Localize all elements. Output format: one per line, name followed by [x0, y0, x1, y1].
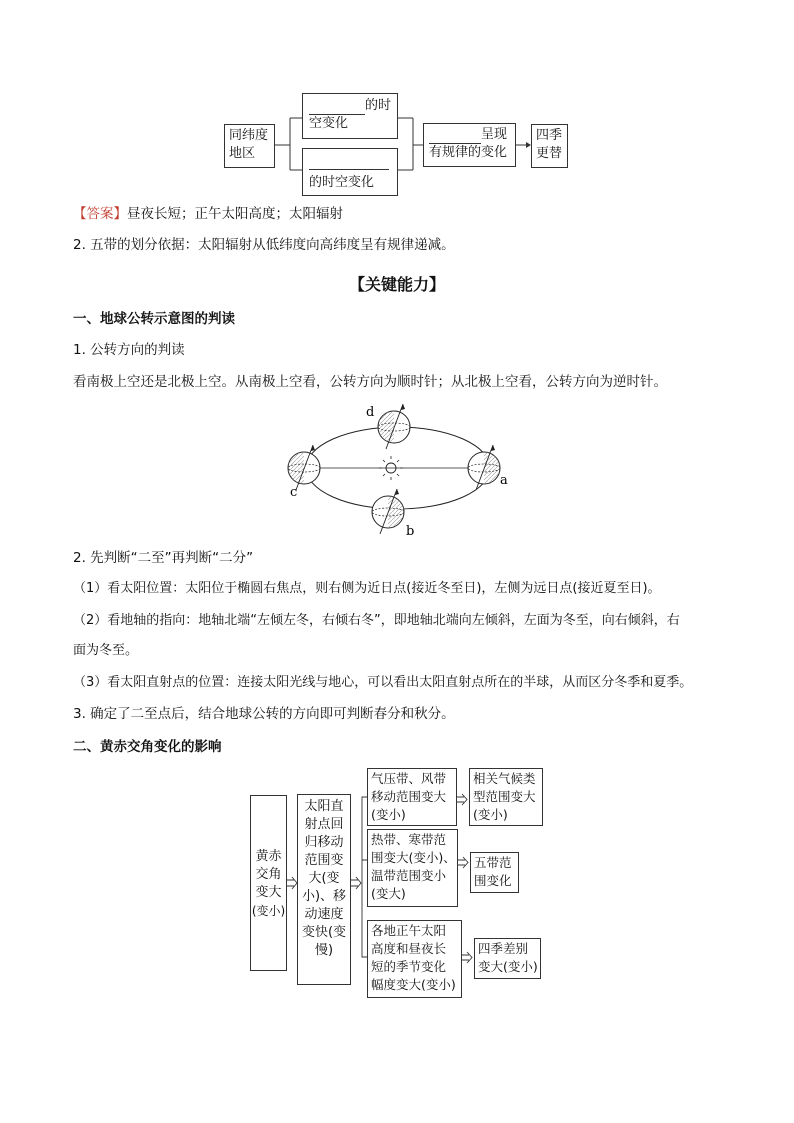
- flow-branch1-result-line: (变小): [473, 807, 508, 822]
- flow-branch3-line: 高度和昼夜长: [371, 941, 447, 956]
- five-zones-paragraph: 2. 五带的划分依据：太阳辐射从低纬度向高纬度呈有规律递减。: [73, 237, 455, 253]
- flow-branch1-line: (变小): [371, 807, 406, 822]
- flow-middle-line: 大(变: [308, 871, 340, 886]
- section-1-1-heading: 1. 公转方向的判读: [73, 342, 185, 358]
- flow-branch3-result-line: 变大(变小): [478, 959, 538, 974]
- flow-branch1-result-box: [469, 768, 543, 826]
- flow-middle-line: 慢): [314, 943, 334, 958]
- flow-branch2-line: 温带范围变小: [371, 868, 447, 883]
- answer-label: 【答案】: [73, 206, 127, 222]
- label-b: b: [406, 524, 415, 538]
- flow-branch2-result-line: 五带范: [474, 855, 512, 870]
- flow-branch3-line: 幅度变大(变小): [371, 977, 456, 992]
- upper-mid-suffix: 的时: [365, 98, 392, 113]
- region-box-line1: 同纬度: [229, 128, 269, 143]
- flow-branch1-box: [367, 768, 457, 826]
- flow-root-box: [250, 795, 287, 971]
- flow-middle-line: 范围变: [304, 853, 344, 868]
- lower-mid-line2: 的时空变化: [309, 175, 375, 190]
- flow-root-line: 变大: [255, 885, 282, 900]
- section-1-2-item2-line1: （2）看地轴的指向：地轴北端“左倾左冬，右倾右冬”，即地轴北端向左倾斜，左面为冬至，向右倾斜，右: [73, 613, 680, 628]
- right-mid-line2: 有规律的变化: [429, 145, 508, 160]
- flow-branch3-line: 各地正午太阳: [371, 923, 447, 938]
- flow-root-line: 交角: [255, 867, 282, 882]
- region-box-line2: 地区: [229, 146, 256, 161]
- section-1-heading: 一、地球公转示意图的判读: [73, 311, 235, 327]
- flow-branch2-result-line: 围变化: [474, 873, 512, 888]
- flow-middle-line: 射点回: [304, 817, 344, 832]
- flow-branch2-line: 围变大(变小)、: [371, 850, 456, 865]
- section-1-2-item1: （1）看太阳位置：太阳位于椭圆右焦点，则右侧为近日点(接近冬至日)，左侧为远日点(接近夏至日)。: [73, 581, 661, 596]
- flow-branch3-box: [367, 920, 462, 998]
- flow-middle-box: [297, 794, 351, 985]
- right-mid-suffix: 呈现: [481, 127, 508, 142]
- section-1-3: 3. 确定了二至点后，结合地球公转的方向即可判断春分和秋分。: [73, 706, 455, 722]
- section-1-2-heading: 2. 先判断“二至”再判断“二分”: [73, 550, 254, 566]
- upper-mid-line2: 空变化: [309, 116, 349, 131]
- seasons-line2: 更替: [536, 146, 563, 161]
- flow-branch2-line: 热带、寒带范: [371, 832, 447, 847]
- answer-text: 昼夜长短；正午太阳高度；太阳辐射: [127, 206, 343, 222]
- label-c: c: [290, 485, 298, 500]
- label-a: a: [500, 473, 508, 488]
- flow-branch3-result-box: [474, 938, 541, 979]
- flow-branch2-result-box: [470, 852, 519, 893]
- label-d: d: [366, 405, 375, 420]
- section-title: 【关键能力】: [348, 275, 445, 294]
- flow-branch1-result-line: 相关气候类: [473, 771, 536, 786]
- section-1-1-text: 看南极上空还是北极上空。从南极上空看，公转方向为顺时针；从北极上空看，公转方向为逆时针。: [73, 374, 667, 390]
- flow-branch3-result-line: 四季差别: [478, 941, 529, 956]
- flow-branch1-result-line: 型范围变大: [473, 789, 536, 804]
- section-1-2-item3: （3）看太阳直射点的位置：连接太阳光线与地心，可以看出太阳直射点所在的半球，从而区分冬季和夏季。: [73, 675, 693, 690]
- seasons-line1: 四季: [536, 128, 563, 143]
- flow-branch2-line: (变大): [371, 886, 406, 901]
- flow-middle-line: 动速度: [304, 907, 344, 922]
- flow-middle-line: 变快(变: [301, 925, 347, 940]
- flow-middle-line: 小)、移: [301, 889, 347, 904]
- flow-root-line: 黄赤: [255, 849, 282, 864]
- flow-branch1-line: 气压带、风带: [371, 771, 447, 786]
- flow-root-line: (变小): [251, 904, 286, 918]
- flow-branch2-box: [367, 829, 458, 907]
- section-1-2-item2-line2: 面为冬至。: [73, 643, 139, 658]
- flow-branch1-line: 移动范围变大: [371, 789, 447, 804]
- section-2-heading: 二、黄赤交角变化的影响: [73, 739, 222, 755]
- flow-branch3-line: 短的季节变化: [371, 959, 447, 974]
- flow-middle-line: 归移动: [304, 835, 344, 850]
- flow-middle-line: 太阳直: [304, 799, 344, 814]
